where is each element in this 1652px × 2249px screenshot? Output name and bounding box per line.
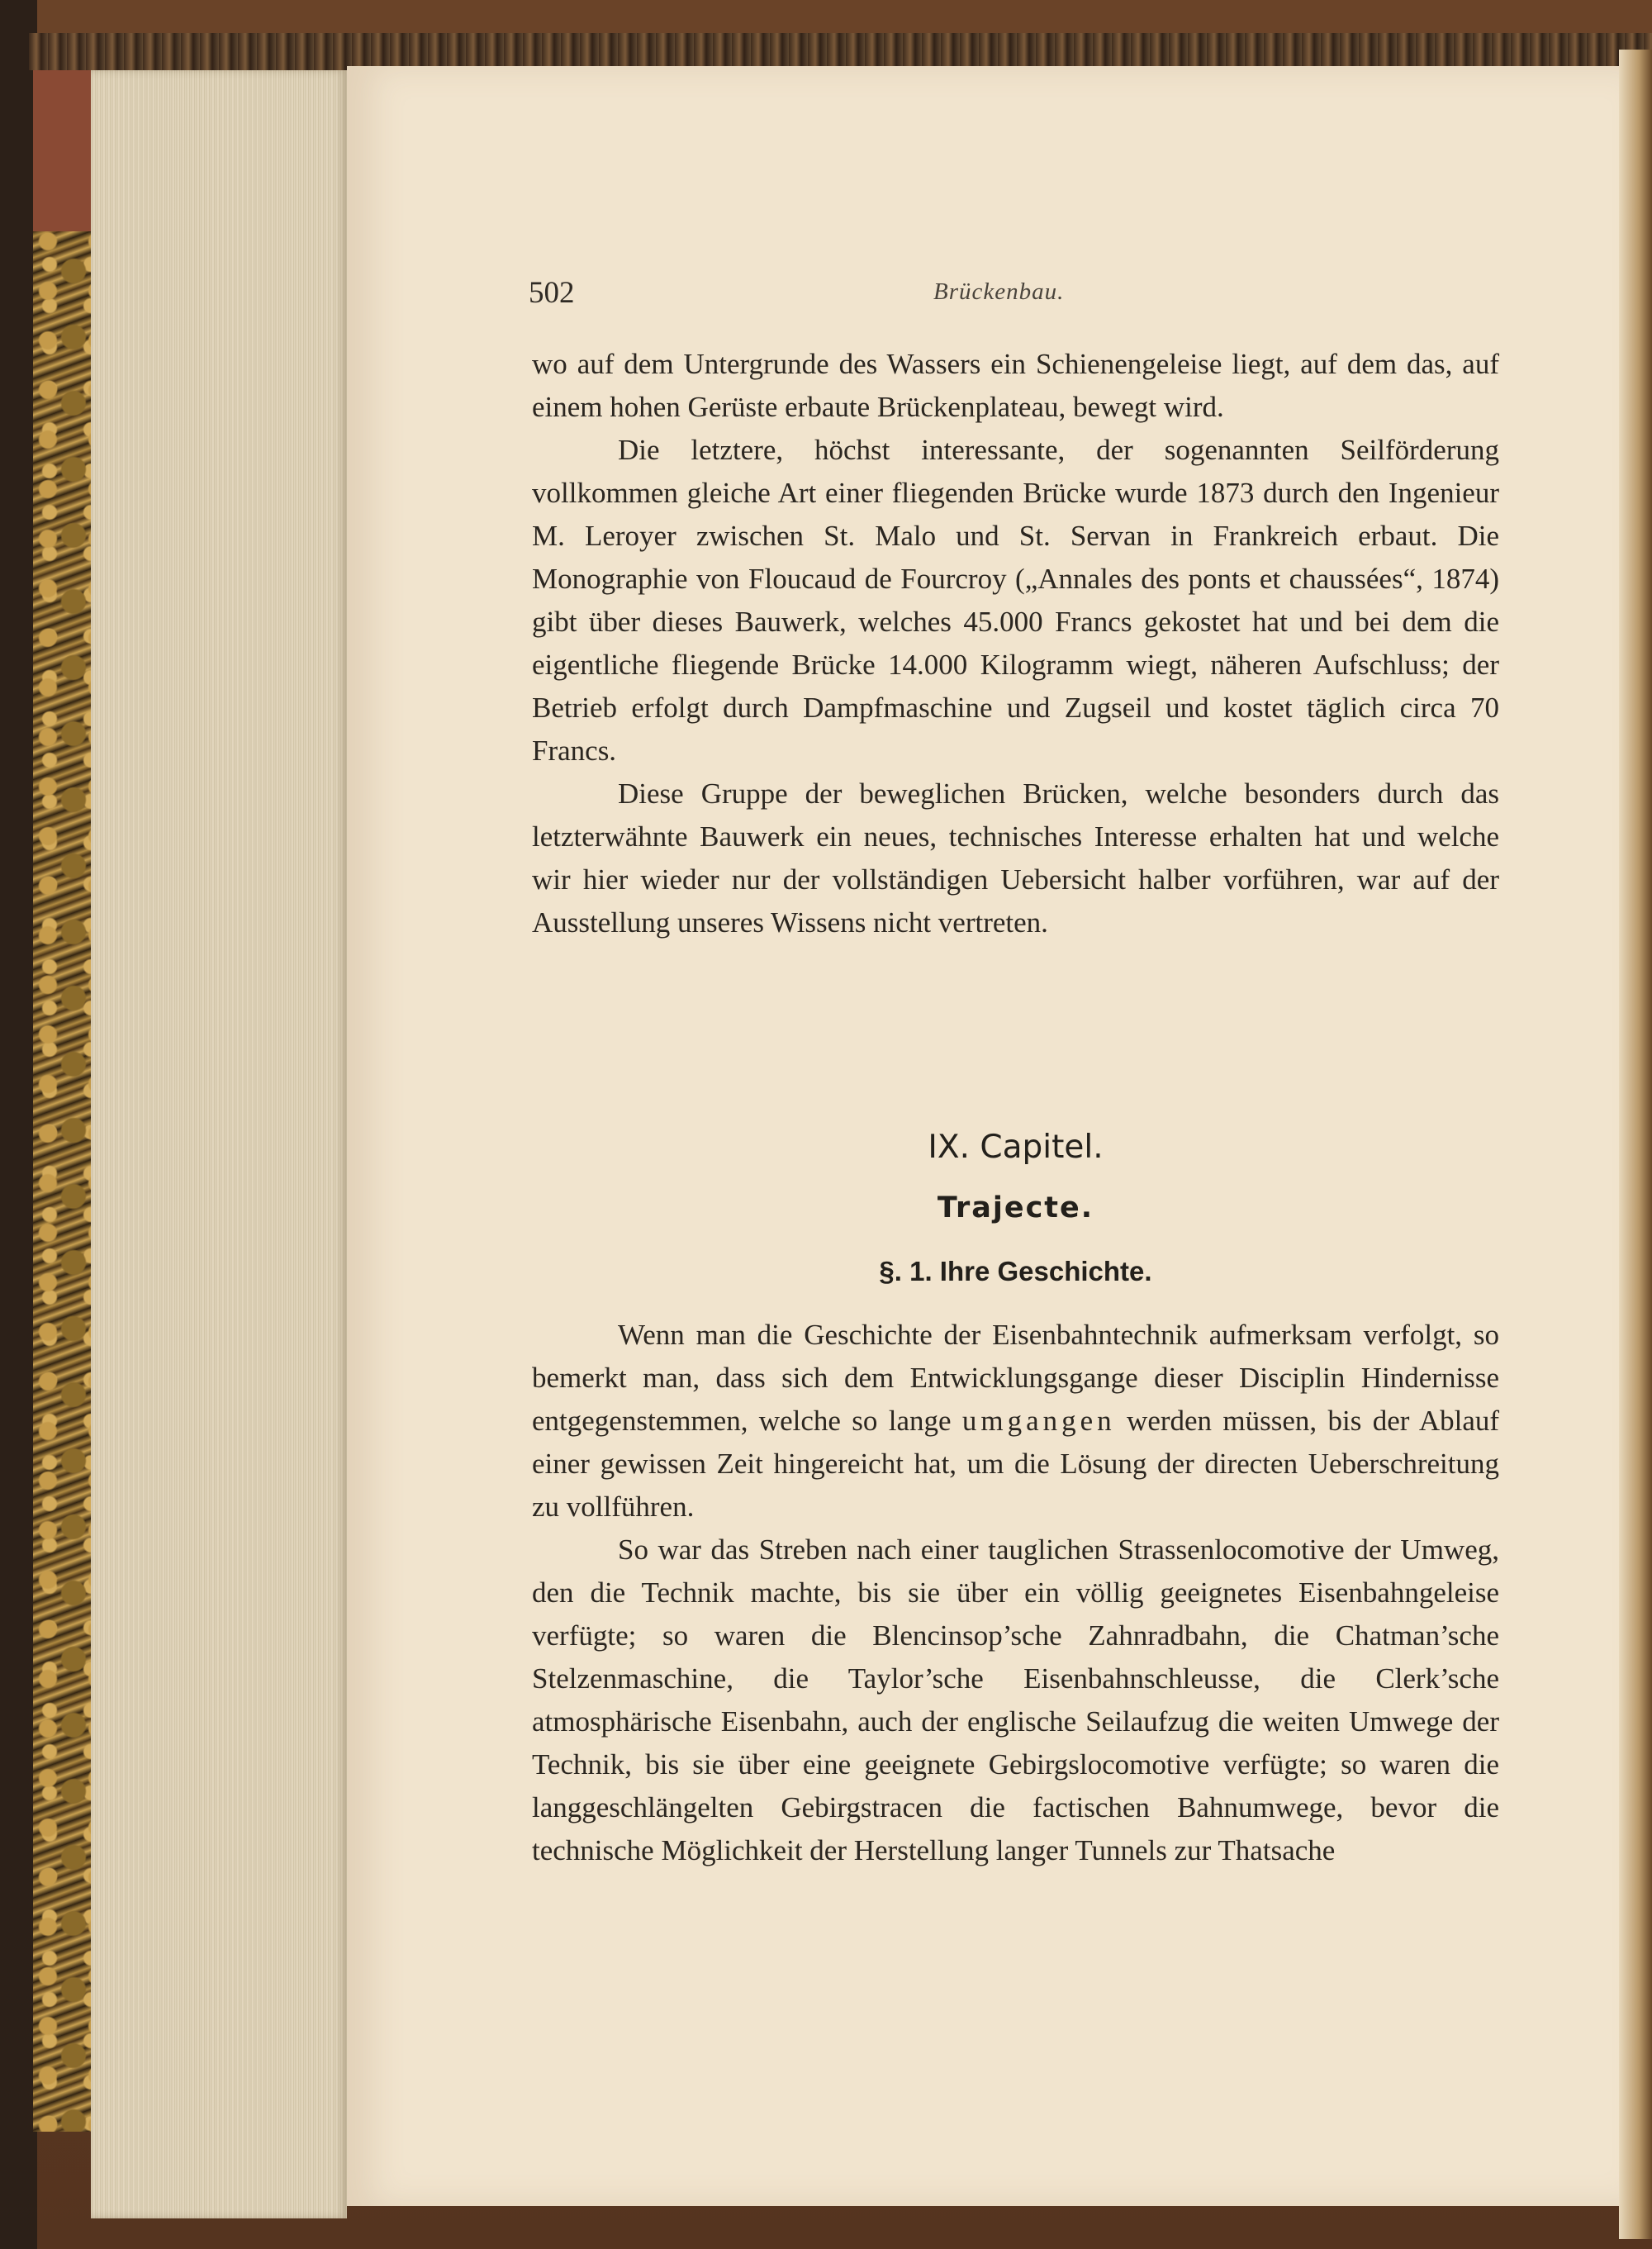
paragraph: Die letztere, höchst interessante, der sogenannten Seilförderung vollkommen gleiche Art einer fliegenden Brücke wurde 1873 durch den Ingenieur M. Leroyer zwischen St. Malo und St. Servan in Frankreich erbaut. Die Monographie von Floucaud de Fourcroy („Annales des ponts et chaussées“, 1874) gibt über dieses Bauwerk, welches 45.000 Francs gekostet hat und bei dem die eigentliche fliegende Brücke 14.000 Kilogramm wiegt, näheren Aufschluss; der Betrieb erfolgt durch Dampfmaschine und Zugseil und kostet täglich circa 70 Francs.	[532, 434, 1499, 767]
section-title: Trajecte.	[937, 1191, 1094, 1224]
book-cover-left	[0, 0, 37, 2249]
paragraph	[532, 1314, 1499, 1529]
running-head: Brückenbau.	[933, 278, 1065, 305]
page-right-edge	[1619, 50, 1652, 2239]
paragraph-text: Wenn man die Geschichte der Eisenbahntechnik aufmerksam verfolgt, so bemerkt man, dass sich dem Entwicklungsgange dieser Disciplin Hindernisse entgegenstemmen, welche so lange	[532, 1319, 1499, 1437]
book-top-band	[29, 33, 1652, 70]
paragraph: wo auf dem Untergrunde des Wassers ein Schienengeleise liegt, auf dem das, auf einem hohen Gerüste erbaute Brückenplateau, bewegt wird.	[532, 348, 1499, 423]
paragraph: So war das Streben nach einer tauglichen Strassenlocomotive der Umweg, den die Technik machte, bis sie über ein völlig geeignetes Eisenbahngeleise verfügte; so waren die Blencinsop’sche Zahnradbahn, die Chatman’sche Stelzenmaschine, die Taylor’sche Eisenbahnschleusse, die Clerk’sche atmosphärische Eisenbahn, auch der englische Seilaufzug die weiten Umwege der Technik, bis sie über eine geeignete Gebirgslocomotive verfügte; so waren die langgeschlängelten Gebirgstracen die factischen Bahnumwege, bevor die technische Möglichkeit der Herstellung langer Tunnels zur Thatsache	[532, 1533, 1499, 1866]
bottom-text-block	[532, 1314, 1499, 1872]
spaced-word: umgangen	[961, 1405, 1116, 1437]
paragraph-text: werden müssen, bis der Ablauf einer gewissen Zeit hingereicht hat, um die Lösung der directen Ueberschreitung zu vollführen.	[532, 1405, 1500, 1523]
top-text-block	[532, 343, 1499, 944]
marbled-cover	[33, 231, 99, 2132]
subsection-title: §. 1. Ihre Geschichte.	[879, 1256, 1152, 1286]
page-number: 502	[529, 276, 575, 310]
page-edges	[91, 70, 347, 2218]
paragraph: Diese Gruppe der beweglichen Brücken, welche besonders durch das letzterwähnte Bauwerk ein neues, technisches Interesse erhalten hat und welche wir hier wieder nur der vollständigen Uebersicht halber vorführen, war auf der Ausstellung unseres Wissens nicht vertreten.	[532, 777, 1499, 939]
chapter-title: IX. Capitel.	[928, 1129, 1104, 1166]
page-header	[529, 275, 1107, 316]
